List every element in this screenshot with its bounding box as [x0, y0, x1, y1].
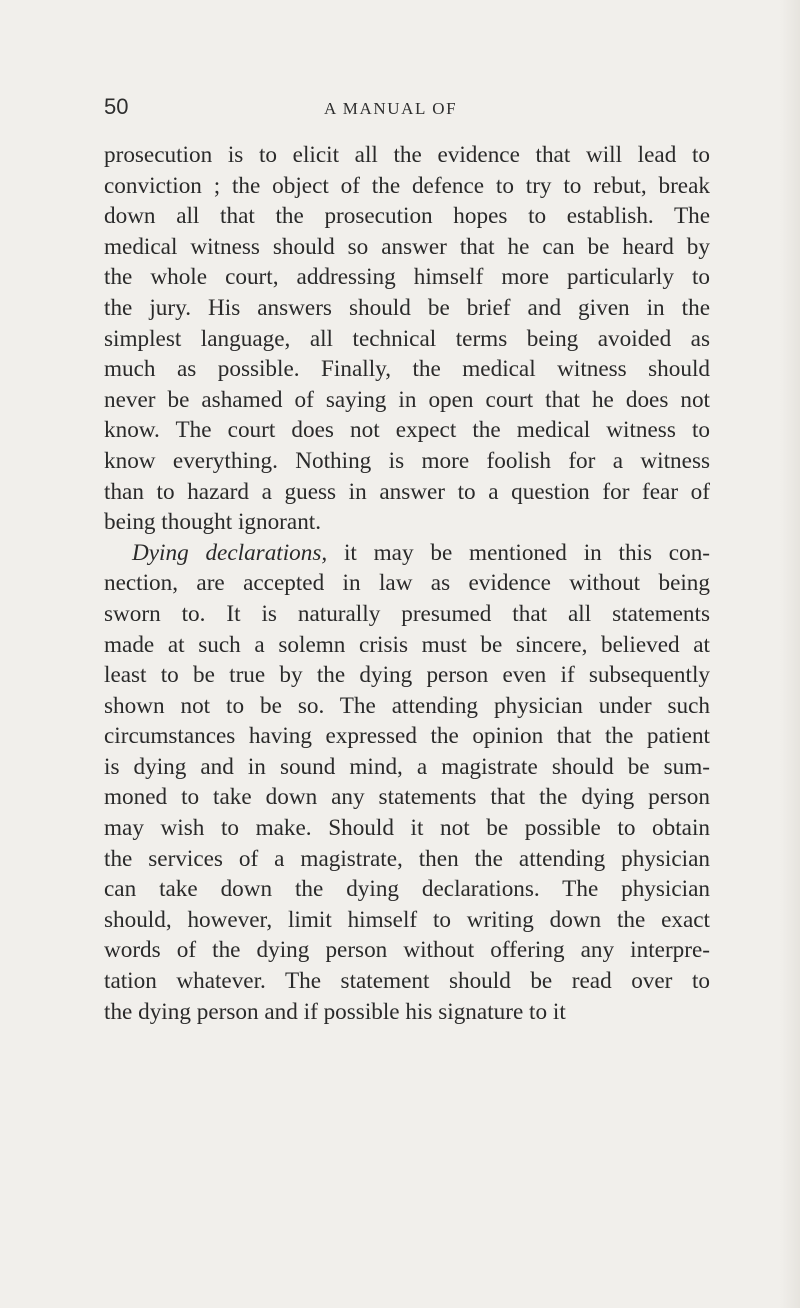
text-line: words of the dying person without offering any interpre- [104, 937, 710, 964]
text-line: moned to take down any statements that the dying person [104, 784, 710, 811]
text-line: conviction ; the object of the defence to try to rebut, break [104, 172, 710, 199]
text-line: much as possible. Finally, the medical witness should [104, 356, 710, 383]
text-line: know. The court does not expect the medical witness to [104, 417, 710, 444]
text-line: medical witness should so answer that he can be heard by [104, 233, 710, 260]
page-number: 50 [104, 94, 129, 119]
text-line: the dying person and if possible his signature to it [104, 998, 566, 1025]
text-line: circumstances having expressed the opinion that the patient [104, 723, 710, 750]
text-line: never be ashamed of saying in open court that he does not [104, 386, 710, 413]
text-line: should, however, limit himself to writing down the exact [104, 906, 710, 933]
running-head: A MANUAL OF [324, 99, 458, 118]
text-line: sworn to. It is naturally presumed that all statements [104, 600, 710, 627]
first-line-rest: it may be mentioned in this con- [327, 539, 711, 566]
paragraph-2 [104, 538, 710, 1028]
text-line: simplest language, all technical terms being avoided as [104, 325, 710, 352]
text-line-first [104, 538, 710, 569]
text-line: the jury. His answers should be brief and given in the [104, 294, 710, 321]
text-line: is dying and in sound mind, a magistrate should be sum- [104, 753, 710, 780]
text-line: than to hazard a guess in answer to a question for fear of [104, 478, 710, 505]
body-text [104, 140, 710, 1027]
text-line: prosecution is to elicit all the evidence that will lead to [104, 142, 710, 168]
paragraph-1 [104, 140, 710, 538]
text-line: the services of a magistrate, then the attending physician [104, 845, 710, 872]
page-edge-shadow [780, 0, 800, 1308]
text-line: being thought ignorant. [104, 509, 322, 536]
text-line: nection, are accepted in law as evidence without being [104, 570, 710, 597]
text-line: may wish to make. Should it not be possible to obtain [104, 815, 710, 842]
page-header [104, 92, 704, 122]
text-line: down all that the prosecution hopes to establish. The [104, 203, 710, 230]
text-line: made at such a solemn crisis must be sincere, believed at [104, 631, 710, 658]
text-line: can take down the dying declarations. The physician [104, 876, 710, 903]
text-line: shown not to be so. The attending physician under such [104, 692, 710, 719]
text-line: least to be true by the dying person even if subsequently [104, 662, 710, 689]
text-line: know everything. Nothing is more foolish for a witness [104, 447, 710, 474]
italic-term: Dying declarations, [132, 539, 328, 566]
text-line: the whole court, addressing himself more particularly to [104, 264, 710, 291]
text-line: tation whatever. The statement should be read over to [104, 968, 710, 995]
